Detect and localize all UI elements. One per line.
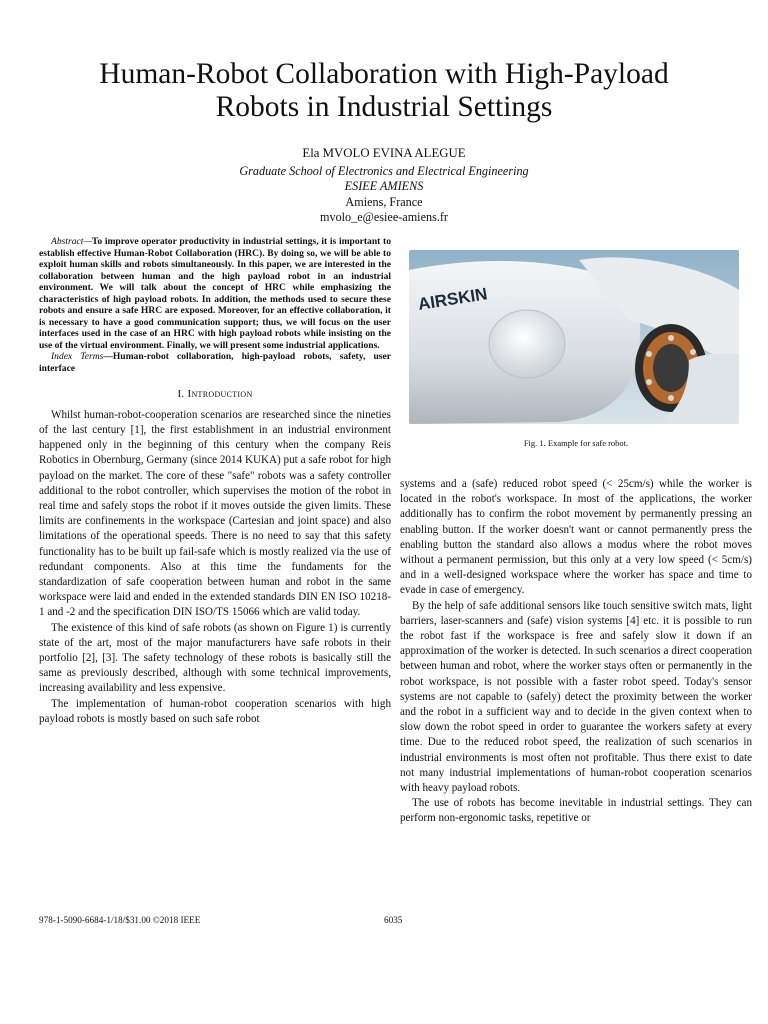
paragraph: By the help of safe additional sensors like touch sensitive switch mats, light barriers, laser-scanners and (safe) vision systems [4] etc. it is possible to run the robot fast if the workspace is free and safely slow it down if an approximation of the worker is detected. In such scenarios a direct cooperation between human and robot, where the worker stays often or permanently in the robot workspace, is not possible with a faster robot speed. Today's sensor systems are not capable to (safely) detect the proximity between the worker and the robot in a sufficient way and to decide in the given context when to slow down the robot speed in order to guarantee the workers safety at every time. Due to the reduced robot speed, the realization of such scenarios in industrial environments is most often not profitable. Thus there exist to date not many industrial implementations of human-robot cooperation scenarios with heavy payload robots. [400,599,752,795]
right-column [400,477,752,827]
paragraph: systems and a (safe) reduced robot speed (< 25cm/s) while the worker is located in the robot's workspace. In most of the applications, the worker additionally has to confirm the robot movement by permanently pressing an enabling button. If the worker doesn't want or cannot permanently press the enabling button the standard also allows a modus where the robot moves without a permanent permission, but this only at a very low speed (< 5cm/s) and in a well-designed workspace where the worker has space and time to evade in case of emergency. [400,478,752,597]
index-terms-lead: Index Terms [51,351,104,363]
abstract-lead: Abstract— [51,236,92,247]
author-block [134,146,634,226]
author-affiliation: Graduate School of Electronics and Electrical Engineering [239,163,529,178]
robot-illustration [409,250,739,424]
abstract [39,236,391,375]
author-name: Ela MVOLO EVINA ALEGUE [302,146,466,160]
paragraph: The implementation of human-robot cooperation scenarios with high payload robots is mostly based on such safe robot [39,697,391,725]
figure-caption: Fig. 1. Example for safe robot. [523,438,629,448]
airskin-logo: AIRSKIN [416,284,489,314]
author-email: mvolo_e@esiee-amiens.fr [320,210,448,224]
left-column [39,236,391,727]
index-terms-text: —Human-robot collaboration, high-payload robots, safety, user interface [39,351,391,375]
paper-title: Human-Robot Collaboration with High-Payload Robots in Industrial Settings [99,58,669,123]
abstract-text: To improve operator productivity in industrial settings, it is important to establish effective Human-Robot Collaboration (HRC). By doing so, we will be able to exploit human skills and robots simultaneously. In this paper, we are interested in the collaboration between human and the high payload robot in an industrial environment. We will talk about the concept of HRC while emphasizing the characteristics of high payload robots. In addition, the methods used to secure these robots and ensure a safe HRC are exposed. Moreover, for an effective collaboration, it is necessary to have a good communication support; thus, we will focus on the user interfaces used in the case of an HRC with high payload robots while insisting on the use of the virtual environment. Finally, we will present some industrial applications. [39,236,391,351]
section-heading [39,387,391,402]
paragraph: Whilst human-robot-cooperation scenarios are researched since the nineties of the last century [1], the first establishment in an industrial environment happened only in the beginning of this century when the company Reis Robotics in Obernburg, Germany (since 2014 KUKA) put a safe robot for high payload on the market. The core of these "safe" robots was a safety controller additional to the robot controller, which supervises the motion of the robot in real time and safely stops the robot if it moves outside the given limits. These limits are confinements in the workspace (Cartesian and joint space) and also limitations of the operational speeds. There is no need to say that this safety functionality has to be built up fail-safe which is mostly realized via the use of redundant components. Also at this time the fundaments for the standardization of safe cooperation between human and robot in the same workspace were laid and ended in the extended standards DIN EN ISO 10218-1 and -2 and the specification DIN ISO/TS 15066 which are valid today. [39,408,391,619]
paragraph: The existence of this kind of safe robots (as shown on Figure 1) is currently state of the art, most of the major manufacturers have safe robots in their portfolio [2], [3]. The safety technology of these robots is basically still the same as previously described, although with some technical improvements, increasing availability and less expensive. [39,621,391,695]
figure-robot-image [409,250,739,424]
footer-copyright: 978-1-5090-6684-1/18/$31.00 ©2018 IEEE [39,915,201,925]
section-title: Introduction [187,387,253,400]
author-location: Amiens, France [345,194,423,209]
section-number: I. [177,387,185,400]
page-number: 6035 [384,915,403,925]
paragraph: The use of robots has become inevitable in industrial settings. They can perform non-ergonomic tasks, repetitive or [400,797,752,825]
author-institution: ESIEE AMIENS [344,179,424,193]
